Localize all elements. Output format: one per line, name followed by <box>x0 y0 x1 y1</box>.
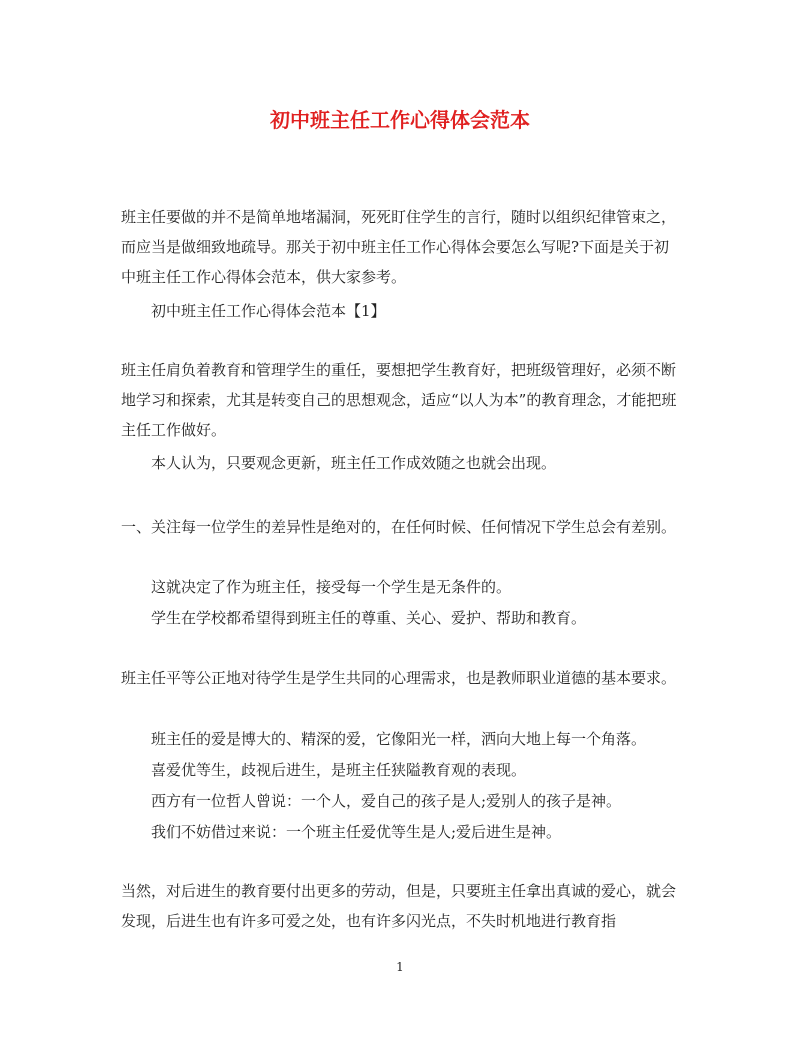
paragraph: 西方有一位哲人曾说：一个人，爱自己的孩子是人;爱别人的孩子是神。 <box>151 792 622 810</box>
paragraph: 当然，对后进生的教育要付出更多的劳动，但是，只要班主任拿出真诚的爱心，就会发现，后进生也有许多可爱之处，也有许多闪光点，不失时机地进行教育指 <box>121 882 677 930</box>
paragraph: 喜爱优等生，歧视后进生，是班主任狭隘教育观的表现。 <box>151 761 527 779</box>
paragraph: 学生在学校都希望得到班主任的尊重、关心、爱护、帮助和教育。 <box>151 609 587 627</box>
page-number: 1 <box>396 960 404 974</box>
paragraph: 班主任的爱是博大的、精深的爱，它像阳光一样，洒向大地上每一个角落。 <box>151 730 647 748</box>
paragraph: 本人认为，只要观念更新，班主任工作成效随之也就会出现。 <box>151 454 557 472</box>
document-title: 初中班主任工作心得体会范本 <box>270 108 530 132</box>
intro-paragraph: 班主任要做的并不是简单地堵漏洞，死死盯住学生的言行，随时以组织纪律管束之，而应当是做细致地疏导。那关于初中班主任工作心得体会要怎么写呢?下面是关于初中班主任工作心得体会范本，供大家参考。 <box>121 208 677 286</box>
paragraph: 班主任平等公正地对待学生是学生共同的心理需求，也是教师职业道德的基本要求。 <box>121 669 677 687</box>
paragraph: 一、关注每一位学生的差异性是绝对的，在任何时候、任何情况下学生总会有差别。 <box>121 518 677 536</box>
paragraph: 我们不妨借过来说：一个班主任爱优等生是人;爱后进生是神。 <box>151 823 562 841</box>
paragraph: 这就决定了作为班主任，接受每一个学生是无条件的。 <box>151 578 512 596</box>
section-heading: 初中班主任工作心得体会范本【1】 <box>151 302 386 320</box>
paragraph: 班主任肩负着教育和管理学生的重任，要想把学生教育好，把班级管理好，必须不断地学习和探索，尤其是转变自己的思想观念，适应“以人为本”的教育理念，才能把班主任工作做好。 <box>121 361 677 439</box>
